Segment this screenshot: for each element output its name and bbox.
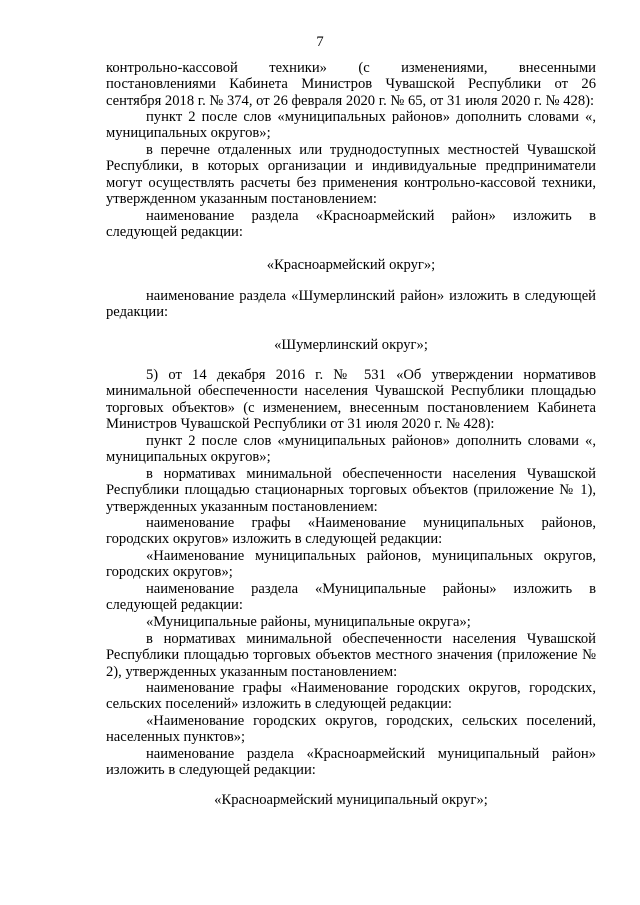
page-number: 7 bbox=[316, 34, 324, 50]
paragraph-6: 5) от 14 декабря 2016 г. № 531 «Об утверждении нормативов минимальной обеспеченности населения Чувашской Республики площадью торговых объектов» (с изменением, внесенным постановлением Кабинета Министров Чувашской Республики от 31 июля 2020 г. № 428): bbox=[106, 367, 596, 433]
paragraph-1: контрольно-кассовой техники» (с изменениями, внесенными постановлениями Кабинета Министров Чувашской Республики от 26 сентября 2018 г. № 374, от 26 февраля 2020 г. № 65, от 31 июля 2020 г. № 428): bbox=[106, 60, 596, 109]
paragraph-8: в нормативах минимальной обеспеченности населения Чувашской Республики площадью стационарных торговых объектов (приложение № 1), утвержденных указанным постановлением: bbox=[106, 466, 596, 515]
paragraph-10: «Наименование муниципальных районов, муниципальных округов, городских округов»; bbox=[106, 548, 596, 581]
paragraph-15: «Наименование городских округов, городских, сельских поселений, населенных пунктов»; bbox=[106, 713, 596, 746]
centered-heading-2: «Шумерлинский округ»; bbox=[274, 337, 428, 353]
paragraph-11: наименование раздела «Муниципальные районы» изложить в следующей редакции: bbox=[106, 581, 596, 614]
centered-heading-3: «Красноармейский муниципальный округ»; bbox=[214, 792, 488, 808]
centered-heading-1: «Красноармейский округ»; bbox=[266, 257, 436, 273]
paragraph-12: «Муниципальные районы, муниципальные округа»; bbox=[146, 614, 471, 630]
paragraph-3: в перечне отдаленных или труднодоступных местностей Чувашской Республики, в которых организации и индивидуальные предприниматели могут осуществлять расчеты без применения контрольно-кассовой техники, утвержденном указанным постановлением: bbox=[106, 142, 596, 208]
paragraph-9: наименование графы «Наименование муниципальных районов, городских округов» изложить в следующей редакции: bbox=[106, 515, 596, 548]
paragraph-7: пункт 2 после слов «муниципальных районов» дополнить словами «, муниципальных округов»; bbox=[106, 433, 596, 466]
paragraph-2: пункт 2 после слов «муниципальных районов» дополнить словами «, муниципальных округов»; bbox=[106, 109, 596, 142]
paragraph-5: наименование раздела «Шумерлинский район» изложить в следующей редакции: bbox=[106, 288, 596, 321]
paragraph-14: наименование графы «Наименование городских округов, городских, сельских поселений» изложить в следующей редакции: bbox=[106, 680, 596, 713]
paragraph-16: наименование раздела «Красноармейский муниципальный район» изложить в следующей редакции: bbox=[106, 746, 596, 779]
paragraph-4: наименование раздела «Красноармейский район» изложить в следующей редакции: bbox=[106, 208, 596, 241]
paragraph-13: в нормативах минимальной обеспеченности населения Чувашской Республики площадью торговых объектов местного значения (приложение № 2), утвержденных указанным постановлением: bbox=[106, 631, 596, 680]
